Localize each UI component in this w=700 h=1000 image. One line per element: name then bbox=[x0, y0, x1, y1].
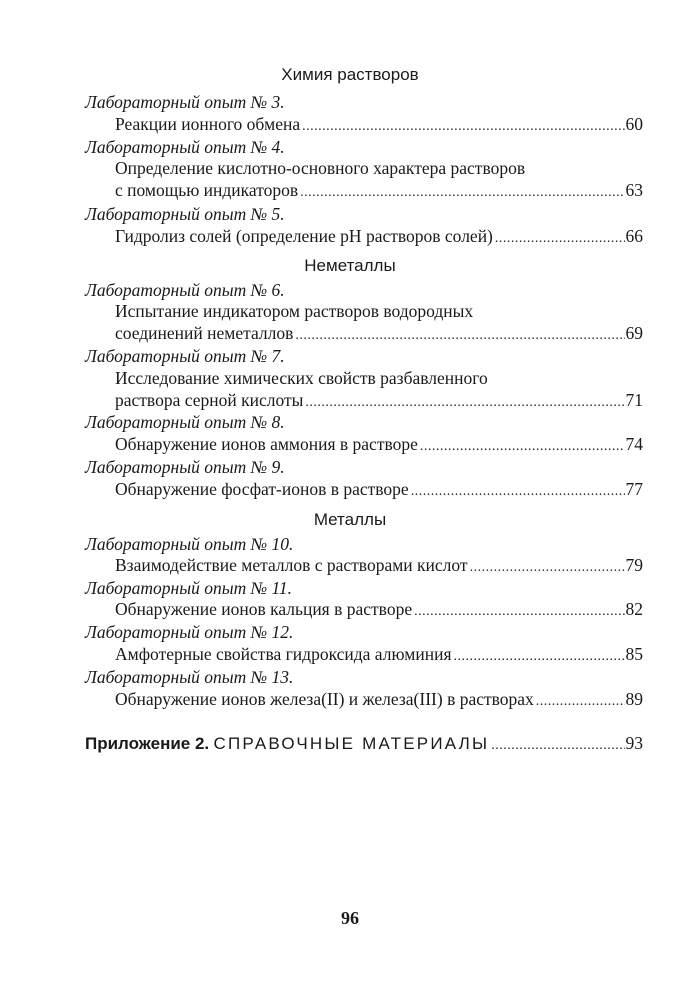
section-heading: Химия растворов bbox=[281, 65, 419, 84]
section-heading: Металлы bbox=[313, 510, 387, 529]
entry-title: Гидролиз солей (определение pH растворов солей) bbox=[115, 226, 493, 246]
entry-title: Обнаружение ионов кальция в растворе bbox=[115, 599, 413, 619]
entry-label: Лабораторный опыт № 3. bbox=[85, 92, 285, 112]
toc-entry-line[interactable] bbox=[115, 225, 643, 250]
dot-leader bbox=[295, 325, 624, 347]
entry-label: Лабораторный опыт № 7. bbox=[85, 346, 285, 366]
entry-label: Лабораторный опыт № 5. bbox=[85, 204, 285, 224]
dot-leader bbox=[300, 182, 624, 204]
page-ref: 89 bbox=[625, 689, 643, 709]
page-ref: 60 bbox=[625, 114, 643, 134]
page-ref: 82 bbox=[625, 599, 643, 619]
entry-title-line: Исследование химических свойств разбавленного bbox=[115, 368, 488, 388]
page-ref: 66 bbox=[625, 226, 643, 246]
entry-label: Лабораторный опыт № 4. bbox=[85, 137, 285, 157]
appendix-caps-title: СПРАВОЧНЫЕ МАТЕРИАЛЫ bbox=[213, 734, 490, 753]
toc-entry-line[interactable] bbox=[115, 179, 643, 204]
entry-title: Взаимодействие металлов с растворами кислот bbox=[115, 555, 468, 575]
dot-leader bbox=[470, 557, 625, 579]
entry-title: соединений неметаллов bbox=[115, 323, 294, 343]
page-ref: 63 bbox=[625, 180, 643, 200]
toc-entry-line[interactable] bbox=[115, 643, 643, 668]
appendix-entry[interactable] bbox=[85, 732, 643, 757]
page-ref: 79 bbox=[625, 555, 643, 575]
page-ref: 71 bbox=[625, 390, 643, 410]
toc-entry-line[interactable] bbox=[115, 598, 643, 623]
toc-entry-line[interactable] bbox=[115, 322, 643, 347]
appendix-prefix: Приложение 2. bbox=[85, 734, 210, 753]
dot-leader bbox=[302, 116, 624, 138]
entry-title: с помощью индикаторов bbox=[115, 180, 299, 200]
page-ref: 93 bbox=[625, 733, 643, 753]
entry-label: Лабораторный опыт № 12. bbox=[85, 622, 294, 642]
appendix-title bbox=[85, 732, 491, 755]
entry-title: раствора серной кислоты bbox=[115, 390, 304, 410]
section-heading: Неметаллы bbox=[304, 256, 396, 275]
page-ref: 85 bbox=[625, 644, 643, 664]
toc-entry-line[interactable] bbox=[115, 433, 643, 458]
page-ref: 77 bbox=[625, 479, 643, 499]
entry-title: Реакции ионного обмена bbox=[115, 114, 301, 134]
toc-entry-line[interactable] bbox=[115, 688, 643, 713]
page-ref: 74 bbox=[625, 434, 643, 454]
entry-title-line: Определение кислотно-основного характера растворов bbox=[115, 158, 526, 178]
entry-label: Лабораторный опыт № 10. bbox=[85, 534, 294, 554]
page-number: 96 bbox=[341, 908, 359, 928]
toc-entry-line[interactable] bbox=[115, 478, 643, 503]
page-ref: 69 bbox=[625, 323, 643, 343]
dot-leader bbox=[420, 436, 625, 458]
entry-title: Обнаружение фосфат-ионов в растворе bbox=[115, 479, 409, 499]
dot-leader bbox=[536, 691, 625, 713]
entry-label: Лабораторный опыт № 6. bbox=[85, 280, 285, 300]
entry-label: Лабораторный опыт № 11. bbox=[85, 578, 293, 598]
entry-title-line: Испытание индикатором растворов водородных bbox=[115, 301, 474, 321]
entry-title: Амфотерные свойства гидроксида алюминия bbox=[115, 644, 452, 664]
dot-leader bbox=[411, 481, 625, 503]
dot-leader bbox=[491, 735, 624, 757]
toc-entry-line[interactable] bbox=[115, 554, 643, 579]
dot-leader bbox=[414, 601, 624, 623]
dot-leader bbox=[495, 228, 625, 250]
entry-label: Лабораторный опыт № 8. bbox=[85, 412, 285, 432]
entry-label: Лабораторный опыт № 13. bbox=[85, 667, 294, 687]
toc-entry-line[interactable] bbox=[115, 113, 643, 138]
entry-title: Обнаружение ионов железа(II) и железа(III) в растворах bbox=[115, 689, 534, 709]
entry-title: Обнаружение ионов аммония в растворе bbox=[115, 434, 418, 454]
entry-label: Лабораторный опыт № 9. bbox=[85, 457, 285, 477]
dot-leader bbox=[454, 646, 625, 668]
